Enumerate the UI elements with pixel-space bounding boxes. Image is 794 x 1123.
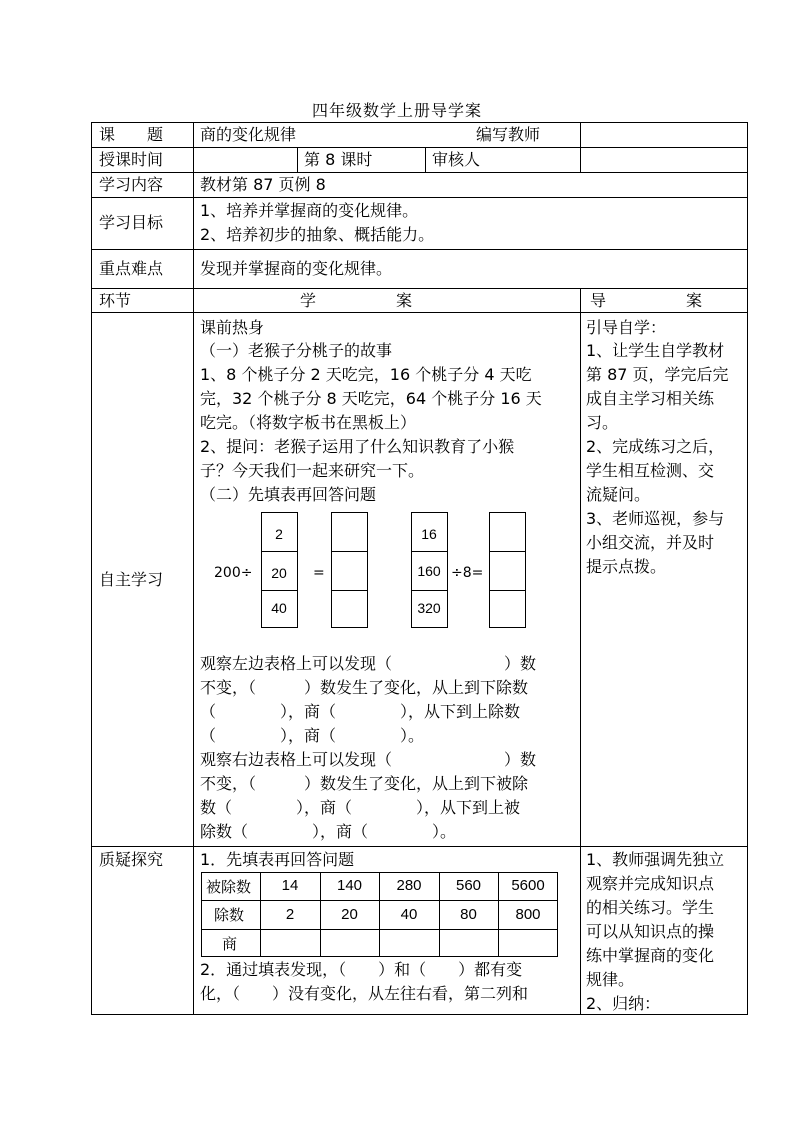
left-given-cell: 20	[271, 565, 287, 581]
obs-line-5: 观察右边表格上可以发现（ ）数	[200, 750, 537, 769]
right-answer-column[interactable]	[489, 512, 526, 628]
zhiyi-label: 质疑探究	[99, 850, 164, 869]
row-label-divisor: 除数	[214, 906, 245, 924]
zhongdian-value: 发现并掌握商的变化规律。	[200, 259, 393, 278]
neirong-label: 学习内容	[99, 175, 164, 194]
zhiyi-line-1: 1．先填表再回答问题	[200, 850, 355, 869]
document-title: 四年级数学上册导学案	[311, 101, 482, 120]
guide-line: 3、老师巡视，参与	[586, 509, 725, 528]
mubiao-label: 学习目标	[99, 213, 164, 232]
zizhu-line-1: 课前热身	[200, 318, 265, 337]
shouke-label: 授课时间	[99, 150, 164, 169]
zhiyi-line-3: 化，（ ）没有变化，从左往右看，第二列和	[200, 984, 529, 1003]
obs-line-3: （ ），商（ ），从下到上除数	[200, 702, 521, 721]
right-given-cell: 16	[421, 526, 437, 542]
zizhu-line-3: 1、8 个桃子分 2 天吃完，16 个桃子分 4 天吃	[200, 365, 532, 384]
dividend-cell: 14	[281, 877, 299, 894]
keti-label: 课 题	[99, 125, 164, 144]
left-given-cell: 2	[275, 526, 283, 542]
guide-line: 2、完成练习之后，	[586, 437, 725, 456]
mubiao-line-1: 1、培养并掌握商的变化规律。	[200, 201, 419, 220]
guide-line: 成自主学习相关练	[586, 389, 715, 408]
mubiao-line-2: 2、培养初步的抽象、概括能力。	[200, 225, 435, 244]
bianxie-label: 编写教师	[476, 125, 541, 144]
zhiyi-guide-line: 规律。	[586, 970, 635, 989]
divisor-cell: 2	[285, 906, 295, 923]
guide-line: 引导自学：	[586, 318, 667, 337]
guide-line: 小组交流，并及时	[586, 533, 715, 552]
dividend-cell: 5600	[511, 877, 545, 894]
neirong-value: 教材第 87 页例 8	[200, 175, 326, 194]
left-given-cell: 40	[271, 600, 287, 616]
dividend-cell: 560	[455, 877, 482, 894]
guide-line: 习。	[586, 413, 619, 432]
keti-value: 商的变化规律	[200, 125, 297, 144]
zhiyi-line-2: 2．通过填表发现，（ ）和（ ）都有变	[200, 960, 523, 979]
row-label-dividend: 被除数	[206, 878, 252, 896]
divisor-cell: 800	[515, 906, 541, 923]
zhiyi-guide-line: 1、教师强调先独立	[586, 850, 725, 869]
zhongdian-label: 重点难点	[99, 259, 164, 278]
guide-line: 流疑问。	[586, 485, 651, 504]
divisor-cell: 20	[341, 906, 358, 923]
obs-line-6: 不变，（ ）数发生了变化，从上到下被除	[200, 774, 529, 793]
right-given-cell: 160	[417, 563, 441, 579]
dividend-cell: 140	[336, 877, 363, 894]
zizhu-label: 自主学习	[99, 570, 164, 589]
divisor-cell: 80	[460, 906, 477, 923]
huanjie-label: 环节	[99, 291, 132, 310]
obs-line-1: 观察左边表格上可以发现（ ）数	[200, 654, 537, 673]
guide-line: 提示点拨。	[586, 557, 667, 576]
zizhu-line-5: 吃完。（将数字板书在黑板上）	[200, 413, 417, 432]
zhiyi-guide-line: 观察并完成知识点	[586, 874, 715, 893]
divisor-cell: 40	[400, 906, 418, 923]
zizhu-line-7: 子？今天我们一起来研究一下。	[200, 461, 425, 480]
guide-line: 学生相互检测、交	[586, 461, 715, 480]
obs-line-4: （ ），商（ ）。	[200, 726, 425, 745]
guide-line: 第 87 页，学完后完	[586, 365, 729, 384]
obs-line-7: 数（ ），商（ ），从下到上被	[200, 798, 521, 817]
zizhu-line-2: （一）老猴子分桃子的故事	[200, 341, 393, 360]
eq-equals: =	[313, 565, 325, 581]
shenhe-label: 审核人	[432, 150, 481, 169]
right-given-cell: 320	[417, 600, 441, 616]
dividend-cell: 280	[396, 877, 422, 894]
daoan-label: 导 案	[590, 291, 703, 310]
guide-line: 1、让学生自学教材	[586, 341, 725, 360]
zizhu-line-6: 2、提问：老猴子运用了什么知识教育了小猴	[200, 437, 515, 456]
row-label-quotient: 商	[222, 935, 238, 953]
eq-left: 200÷	[214, 565, 253, 581]
zizhu-line-8: （二）先填表再回答问题	[200, 485, 377, 504]
obs-line-8: 除数（ ），商（ ）。	[200, 822, 457, 841]
zhiyi-guide-line: 可以从知识点的操	[586, 922, 715, 941]
zhiyi-guide-line: 2、归纳：	[586, 994, 661, 1013]
obs-line-2: 不变，（ ）数发生了变化，从上到下除数	[200, 678, 529, 697]
zhiyi-guide-line: 的相关练习。学生	[586, 898, 715, 917]
zhiyi-guide-line: 练中掌握商的变化	[586, 946, 715, 965]
zizhu-line-4: 完，32 个桃子分 8 天吃完，64 个桃子分 16 天	[200, 389, 542, 408]
xuean-label: 学 案	[300, 291, 413, 310]
eq-right: ÷8=	[451, 565, 484, 581]
keshi-value: 第 8 课时	[304, 150, 373, 169]
left-answer-column[interactable]	[331, 512, 368, 628]
